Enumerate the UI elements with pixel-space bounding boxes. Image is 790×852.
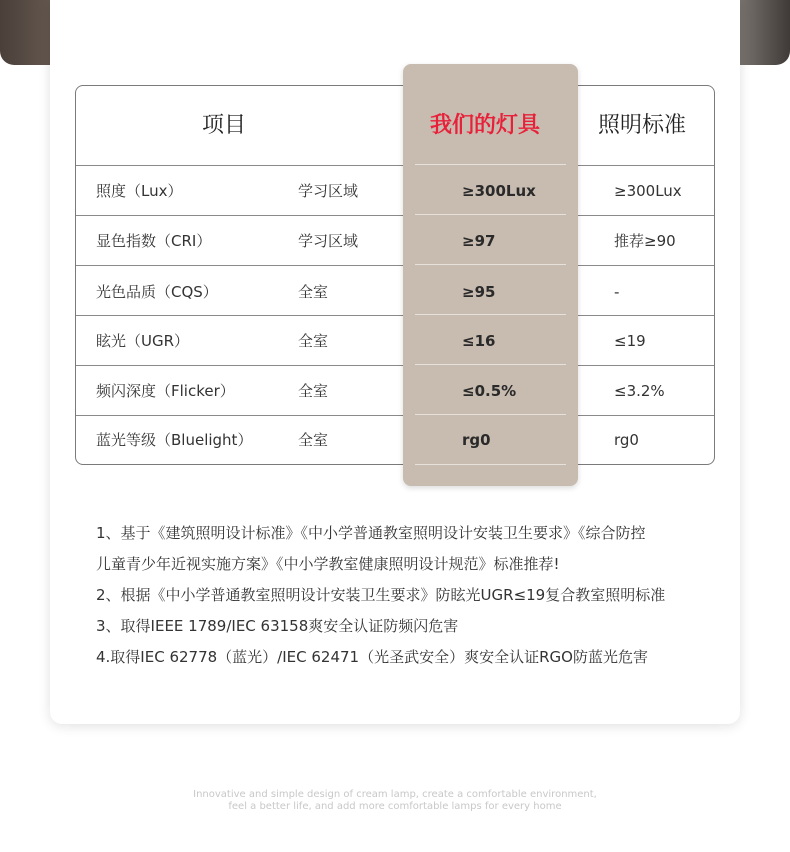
column-divider <box>415 164 566 165</box>
header-lighting-standard: 照明标准 <box>598 113 687 138</box>
row-standard: ≤3.2% <box>614 382 665 400</box>
row-standard: - <box>614 283 620 301</box>
row-area: 全室 <box>298 332 329 350</box>
column-divider <box>415 264 566 265</box>
table-divider <box>76 365 714 366</box>
note-line: 儿童青少年近视实施方案》《中小学教室健康照明设计规范》标准推荐! <box>96 555 560 573</box>
row-ours: ≤16 <box>462 332 496 350</box>
row-item: 光色品质（CQS） <box>96 283 218 301</box>
notes-block <box>96 518 716 673</box>
row-ours: ≥300Lux <box>462 182 536 200</box>
note-line: 4.取得IEC 62778（蓝光）/IEC 62471（光圣武安全）爽安全认证RGO防蓝光危害 <box>96 648 648 666</box>
row-standard: rg0 <box>614 431 639 449</box>
row-standard: ≤19 <box>614 332 646 350</box>
header-item: 项目 <box>202 113 247 138</box>
table-divider <box>76 165 714 166</box>
row-area: 全室 <box>298 431 329 449</box>
row-item: 照度（Lux） <box>96 182 183 200</box>
comparison-table <box>75 85 715 465</box>
row-ours: ≤0.5% <box>462 382 517 400</box>
table-divider <box>76 265 714 266</box>
row-area: 学习区域 <box>298 232 359 250</box>
note-line: 3、取得IEEE 1789/IEC 63158爽安全认证防频闪危害 <box>96 617 459 635</box>
row-area: 学习区域 <box>298 182 359 200</box>
note-line: 2、根据《中小学普通教室照明设计安装卫生要求》防眩光UGR≤19复合教室照明标准 <box>96 586 666 604</box>
row-ours: rg0 <box>462 431 491 449</box>
row-area: 全室 <box>298 283 329 301</box>
column-divider <box>415 464 566 465</box>
footer-slogan-line2: feel a better life, and add more comfortable lamps for every home <box>228 801 562 812</box>
row-standard: ≥300Lux <box>614 182 682 200</box>
column-divider <box>415 414 566 415</box>
row-item: 频闪深度（Flicker） <box>96 382 235 400</box>
row-item: 眩光（UGR） <box>96 332 190 350</box>
row-ours: ≥97 <box>462 232 496 250</box>
row-standard: 推荐≥90 <box>614 232 676 250</box>
note-line: 1、基于《建筑照明设计标准》《中小学普通教室照明设计安装卫生要求》《综合防控 <box>96 524 646 542</box>
header-our-lamp: 我们的灯具 <box>430 113 541 138</box>
column-divider <box>415 364 566 365</box>
row-item: 蓝光等级（Bluelight） <box>96 431 253 449</box>
table-divider <box>76 215 714 216</box>
table-divider <box>76 415 714 416</box>
row-area: 全室 <box>298 382 329 400</box>
row-item: 显色指数（CRI） <box>96 232 212 250</box>
column-divider <box>415 314 566 315</box>
column-divider <box>415 214 566 215</box>
row-ours: ≥95 <box>462 283 496 301</box>
footer-slogan-line1: Innovative and simple design of cream lamp, create a comfortable environment, <box>193 789 597 800</box>
table-divider <box>76 315 714 316</box>
